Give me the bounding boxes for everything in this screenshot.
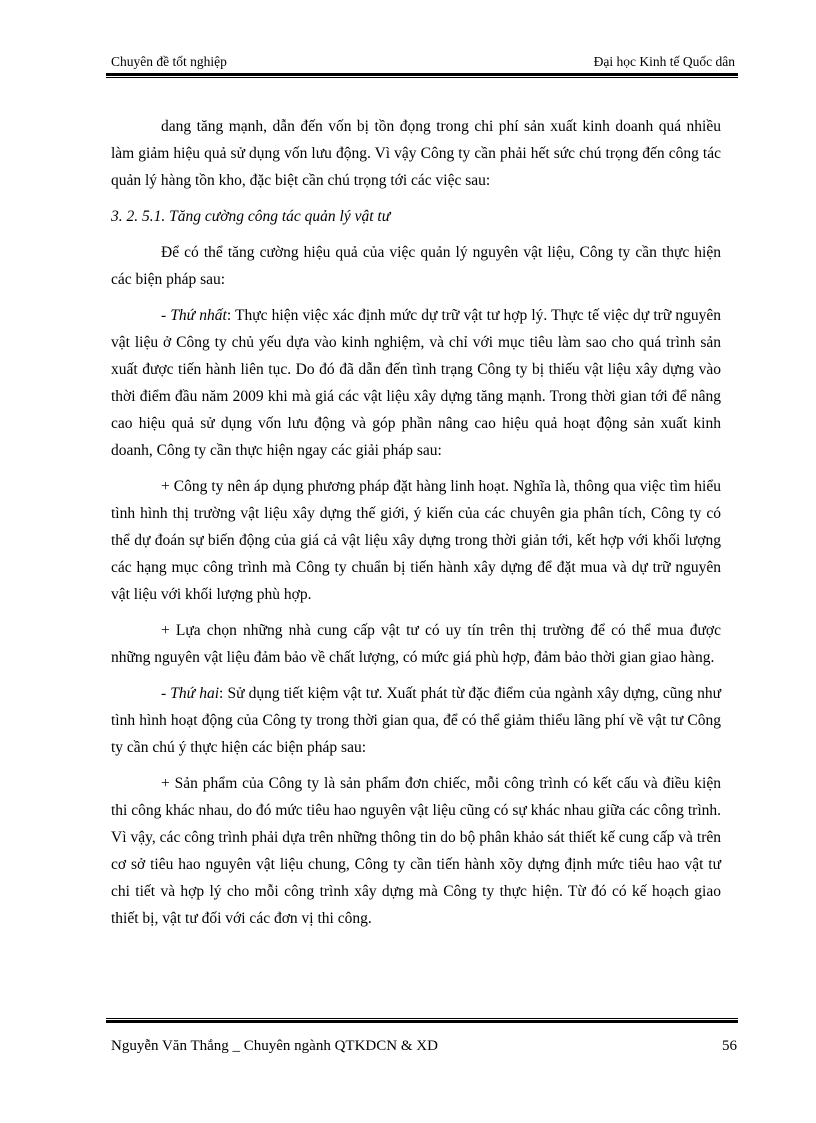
paragraph-intro: Để có thể tăng cường hiệu quả của việc quản lý nguyên vật liệu, Công ty cần thực hiện các biện pháp sau: xyxy=(111,244,721,288)
paragraph-second-measure xyxy=(111,680,721,761)
paragraph-supplier-selection: + Lựa chọn những nhà cung cấp vật tư có uy tín trên thị trường để có thể mua được những nguyên vật liệu đảm bảo về chất lượng, có mức giá phù hợp, đảm bảo thời gian giao hàng. xyxy=(111,622,721,666)
footer-author: Nguyễn Văn Thắng _ Chuyên ngành QTKDCN & XD xyxy=(111,1038,438,1054)
paragraph-first-measure xyxy=(111,302,721,464)
second-label: Thứ hai xyxy=(170,685,220,702)
second-measure-text: : Sử dụng tiết kiệm vật tư. Xuất phát từ đặc điểm của ngành xây dựng, cũng như tình hình hoạt động của Công ty trong thời gian qua, để có thể giảm thiểu lãng phí về vật tư Công ty cần chú ý thực hiện các biện pháp sau: xyxy=(111,685,721,756)
paragraph-product-norms: + Sản phẩm của Công ty là sản phẩm đơn chiếc, mỗi công trình có kết cấu và điều kiện thi công khác nhau, do đó mức tiêu hao nguyên vật liệu cũng có sự khác nhau giữa các công trình. Vì vậy, các công trình phải dựa trên những thông tin do bộ phân khảo sát thiết kế cung cấp và trên cơ sở tiêu hao nguyên vật liệu chung, Công ty cần tiến hành xõy dựng định mức tiêu hao vật tư chi tiết và hợp lý cho mỗi công trình xây dựng mà Công ty thực hiện. Từ đó có kế hoạch giao thiết bị, vật tư đối với các đơn vị thi công. xyxy=(111,775,721,927)
section-heading: 3. 2. 5.1. Tăng cường công tác quản lý vật tư xyxy=(111,208,391,225)
dash-prefix: - xyxy=(161,685,171,702)
first-label: Thứ nhất xyxy=(170,307,227,324)
header-university: Đại học Kinh tế Quốc dân xyxy=(593,54,735,69)
dash-prefix: - xyxy=(161,307,171,324)
header-course-title: Chuyên đề tốt nghiệp xyxy=(111,54,227,69)
header-rule xyxy=(106,73,738,78)
page-body xyxy=(111,113,721,941)
page-number: 56 xyxy=(722,1038,737,1054)
paragraph-continuation: dang tăng mạnh, dẫn đến vốn bị tồn đọng trong chi phí sản xuất kinh doanh quá nhiều làm giảm hiệu quả sử dụng vốn lưu động. Vì vậy Công ty cần phải hết sức chú trọng đến công tác quản lý hàng tồn kho, đặc biệt cần chú trọng tới các việc sau: xyxy=(111,118,721,189)
first-measure-text: : Thực hiện việc xác định mức dự trữ vật tư hợp lý. Thực tế việc dự trữ nguyên vật liệu ở Công ty chủ yếu dựa vào kinh nghiệm, và chỉ với mục tiêu làm sao cho quá trình sản xuất được tiến hành liên tục. Do đó đã dẫn đến tình trạng Công ty bị thiếu vật liệu xây dựng vào thời điểm đầu năm 2009 khi mà giá các vật liệu xây dựng tăng mạnh. Trong thời gian tới để nâng cao hiệu quả sử dụng vốn lưu động và góp phần nâng cao hiệu quả hoạt động sản xuất kinh doanh, Công ty cần thực hiện ngay các giải pháp sau: xyxy=(111,307,721,459)
footer-rule xyxy=(106,1018,738,1023)
page-header xyxy=(111,50,735,74)
paragraph-flexible-ordering: + Công ty nên áp dụng phương pháp đặt hàng linh hoạt. Nghĩa là, thông qua việc tìm hiểu tình hình thị trường vật liệu xây dựng thế giới, ý kiến của các chuyên gia phân tích, Công ty có thể dự đoán sự biến động của giá cả vật liệu xây dựng trong thời giản tới, kết hợp với khối lượng các hạng mục công trình mà Công ty chuẩn bị tiến hành xây dựng để đặt mua và dự trữ nguyên vật liệu với khối lượng phù hợp. xyxy=(111,478,721,603)
